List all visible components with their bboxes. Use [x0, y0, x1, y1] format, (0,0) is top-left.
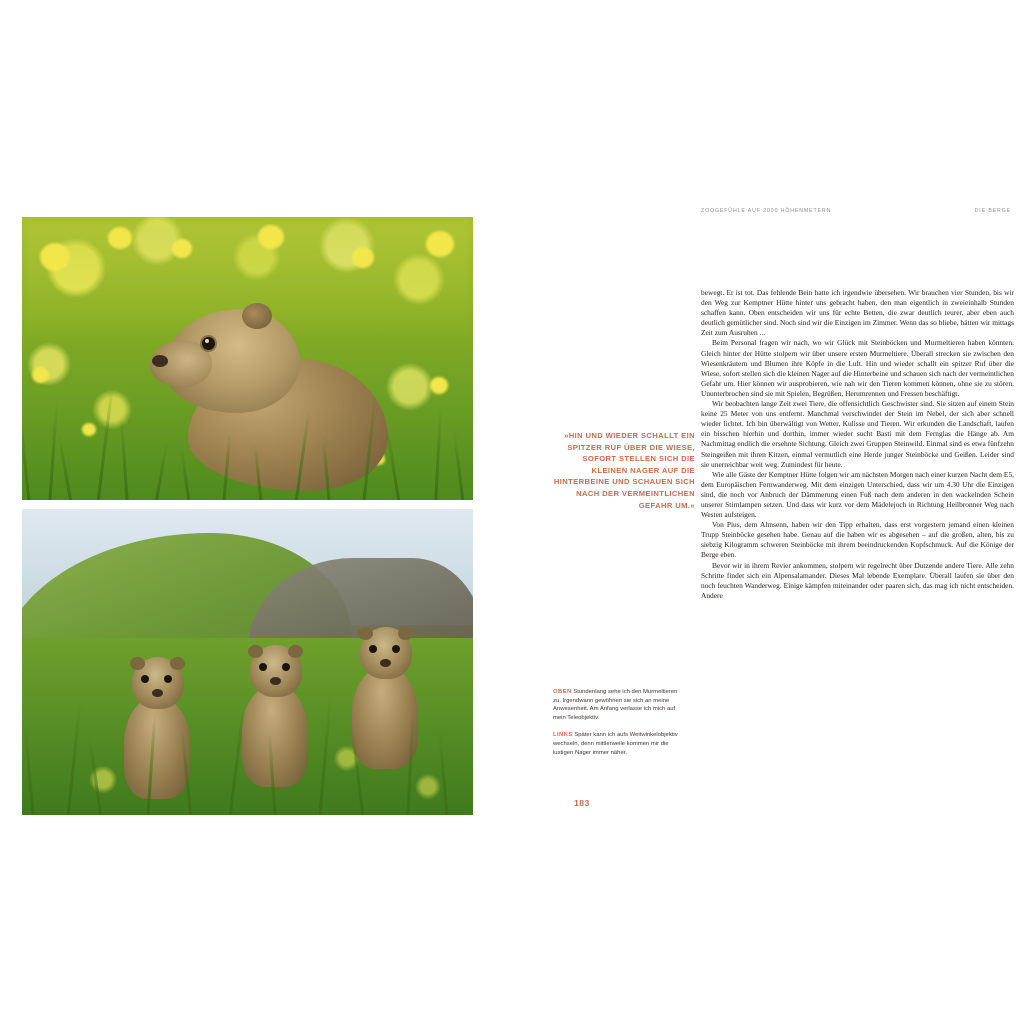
bokeh-flower: [32, 367, 49, 383]
marmot-body: [124, 697, 190, 799]
marmot-eye: [141, 675, 149, 683]
marmot-eye: [369, 645, 377, 653]
marmot-ear: [398, 627, 413, 640]
marmot-nose: [270, 677, 281, 685]
caption-block: [553, 688, 681, 766]
paragraph: bewegt. Er ist tot. Das fehlende Bein hatte ich irgendwie übersehen. Wir brauchen vier Stunden, bis wir den Weg zur Kemptner Hütte hinter uns gebracht haben, den man eigentlich in zweieinhalb Stunden schaffen kann. Oben entscheiden wir uns für echte Betten, die zwar deutlich teurer, aber eben auch deutlich gemütlicher sind. Noch sind wir die Einzigen im Zimmer. Wenn das so bliebe, hätten wir mittags Zeit zum Ausruhen ...: [701, 288, 1014, 338]
photo-three-marmots: [22, 509, 473, 815]
caption-label: LINKS: [553, 732, 573, 739]
marmot-body: [352, 667, 418, 769]
marmot: [150, 275, 400, 490]
caption-text: Später kann ich aufs Weitwinkelobjektiv wechseln, denn mittlerweile kommen mir die lustigen Nager immer näher.: [553, 732, 678, 756]
marmot-eye: [202, 337, 215, 350]
paragraph: Wie alle Gäste der Kemptner Hütte folgen wir am nächsten Morgen nach einer kurzen Nacht dem E5, dem Europäischen Fernwanderweg. Mit dem einzigen Unterschied, dass wir um 4.30 Uhr die Einzigen sind, die noch vor Anbruch der Dämmerung einen Fuß nach dem anderen in den wackelnden Schein unserer Stirnlampen setzen. Und dass wir kurz vor dem Mädelejoch in Richtung Heilbronner Weg nach Westen aufsteigen.: [701, 469, 1014, 520]
bokeh-flower: [108, 227, 132, 249]
marmot-nose: [152, 355, 168, 367]
marmot-eye: [164, 675, 172, 683]
bokeh-flower: [426, 231, 454, 257]
marmot-nose: [152, 689, 163, 697]
marmot-ear: [248, 645, 263, 658]
running-head: [701, 208, 1011, 214]
marmot-nose: [380, 659, 391, 667]
body-text-column: [701, 288, 1014, 601]
bokeh-flower: [172, 239, 192, 258]
marmot-ear: [130, 657, 145, 670]
marmot-ear: [358, 627, 373, 640]
marmot-ear: [242, 303, 272, 329]
bokeh-flower: [430, 377, 448, 394]
bokeh-flower: [352, 247, 374, 268]
paragraph: Bevor wir in ihrem Revier ankommen, stolpern wir regelrecht über Dutzende andere Tiere. Alle zehn Schritte findet sich ein Alpensalamander. Dieses Mal lebende Exemplare. Überall laufen sie über den noch feuchten Wanderweg. Einige kämpfen miteinander oder paaren sich, das mag ich nicht entscheiden. Andere: [701, 560, 1014, 600]
caption-text: Stundenlang sehe ich den Murmeltieren zu. Irgendwann gewöhnen sie sich an meine Anwesenheit. Am Anfang verlasse ich mich auf mein Teleobjektiv.: [553, 689, 678, 721]
caption-label: OBEN: [553, 689, 572, 695]
bokeh-flower: [82, 423, 96, 436]
caption-oben: [553, 688, 681, 722]
marmot-eye: [392, 645, 400, 653]
marmot-ear: [170, 657, 185, 670]
caption-links: [553, 731, 681, 757]
marmot-ear: [288, 645, 303, 658]
marmot-body: [242, 685, 308, 787]
running-head-section: DIE BERGE: [974, 208, 1011, 214]
marmot: [232, 637, 318, 787]
paragraph: Wir beobachten lange Zeit zwei Tiere, die offensichtlich Geschwister sind. Sie sitzen auf einem Stein keine 25 Meter von uns entfernt. Manchmal verschwindet der Stein im Nebel, der sich aber schnell wieder lichtet. Ich bin überwältigt von Wetter, Kulisse und Tieren. Wir erkunden die Landschaft, laufen ein bisschen hierhin und dorthin, immer wieder sucht Basti mit dem Fernglas die Hänge ab. Am Nachmittag endlich die ersehnte Sichtung. Gleich zwei Gruppen Steinwild. Einmal sind es etwa fünfzehn Steingeißen mit ihren Kitzen, einmal vermutlich eine Herde junger Steinböcke und Geißen. Leider sind sie unerreichbar weit weg. Zumindest für heute.: [701, 399, 1014, 469]
right-page: [553, 0, 1024, 1024]
running-head-chapter: ZOOGEFÜHLE AUF 2000 HÖHENMETERN: [701, 208, 832, 214]
photo-marmot-meadow: [22, 217, 473, 500]
marmot-eye: [259, 663, 267, 671]
pull-quote: »HIN UND WIEDER SCHALLT EIN SPITZER RUF ÜBER DIE WIESE, SOFORT STELLEN SICH DIE KLEINEN NAGER AUF DIE HINTERBEINE UND SCHAUEN SICH NACH DER VERMEINTLICHEN GEFAHR UM.«: [553, 431, 695, 510]
marmot-eye: [282, 663, 290, 671]
page-number: 183: [574, 798, 590, 808]
paragraph: Von Pius, dem Almsenn, haben wir den Tipp erhalten, dass erst vorgestern jemand einen kleinen Trupp Steinböcke gesehen habe. Genau auf die haben wir es abgesehen – auf die großen, alten, bis zu siebzig Kilogramm schweren Steinböcke mit ihrem beeindruckenden Kopfschmuck. Auf die Könige der Berge eben.: [701, 520, 1014, 560]
bokeh-flower: [258, 225, 284, 249]
paragraph: Beim Personal fragen wir nach, wo wir Glück mit Steinböcken und Murmeltieren haben könnten. Gleich hinter der Hütte stolpern wir über unsere ersten Murmeltiere. Überall strecken sie zwischen den Wiesenkräutern und Blumen ihre Köpfe in die Luft. Hin und wieder schallt ein spitzer Ruf über die Wiese, sofort stellen sich die kleinen Nager auf die Hinterbeine und schauen sich nach der vermeintlichen Gefahr um. Hier können wir ausprobieren, wie nah wir den Tieren kommen können, ohne sie zu stören. Ununterbrochen sind sie mit Spielen, Begrüßen, Herumrennen und Fressen beschäftigt.: [701, 338, 1014, 398]
bokeh-flower: [40, 243, 70, 271]
